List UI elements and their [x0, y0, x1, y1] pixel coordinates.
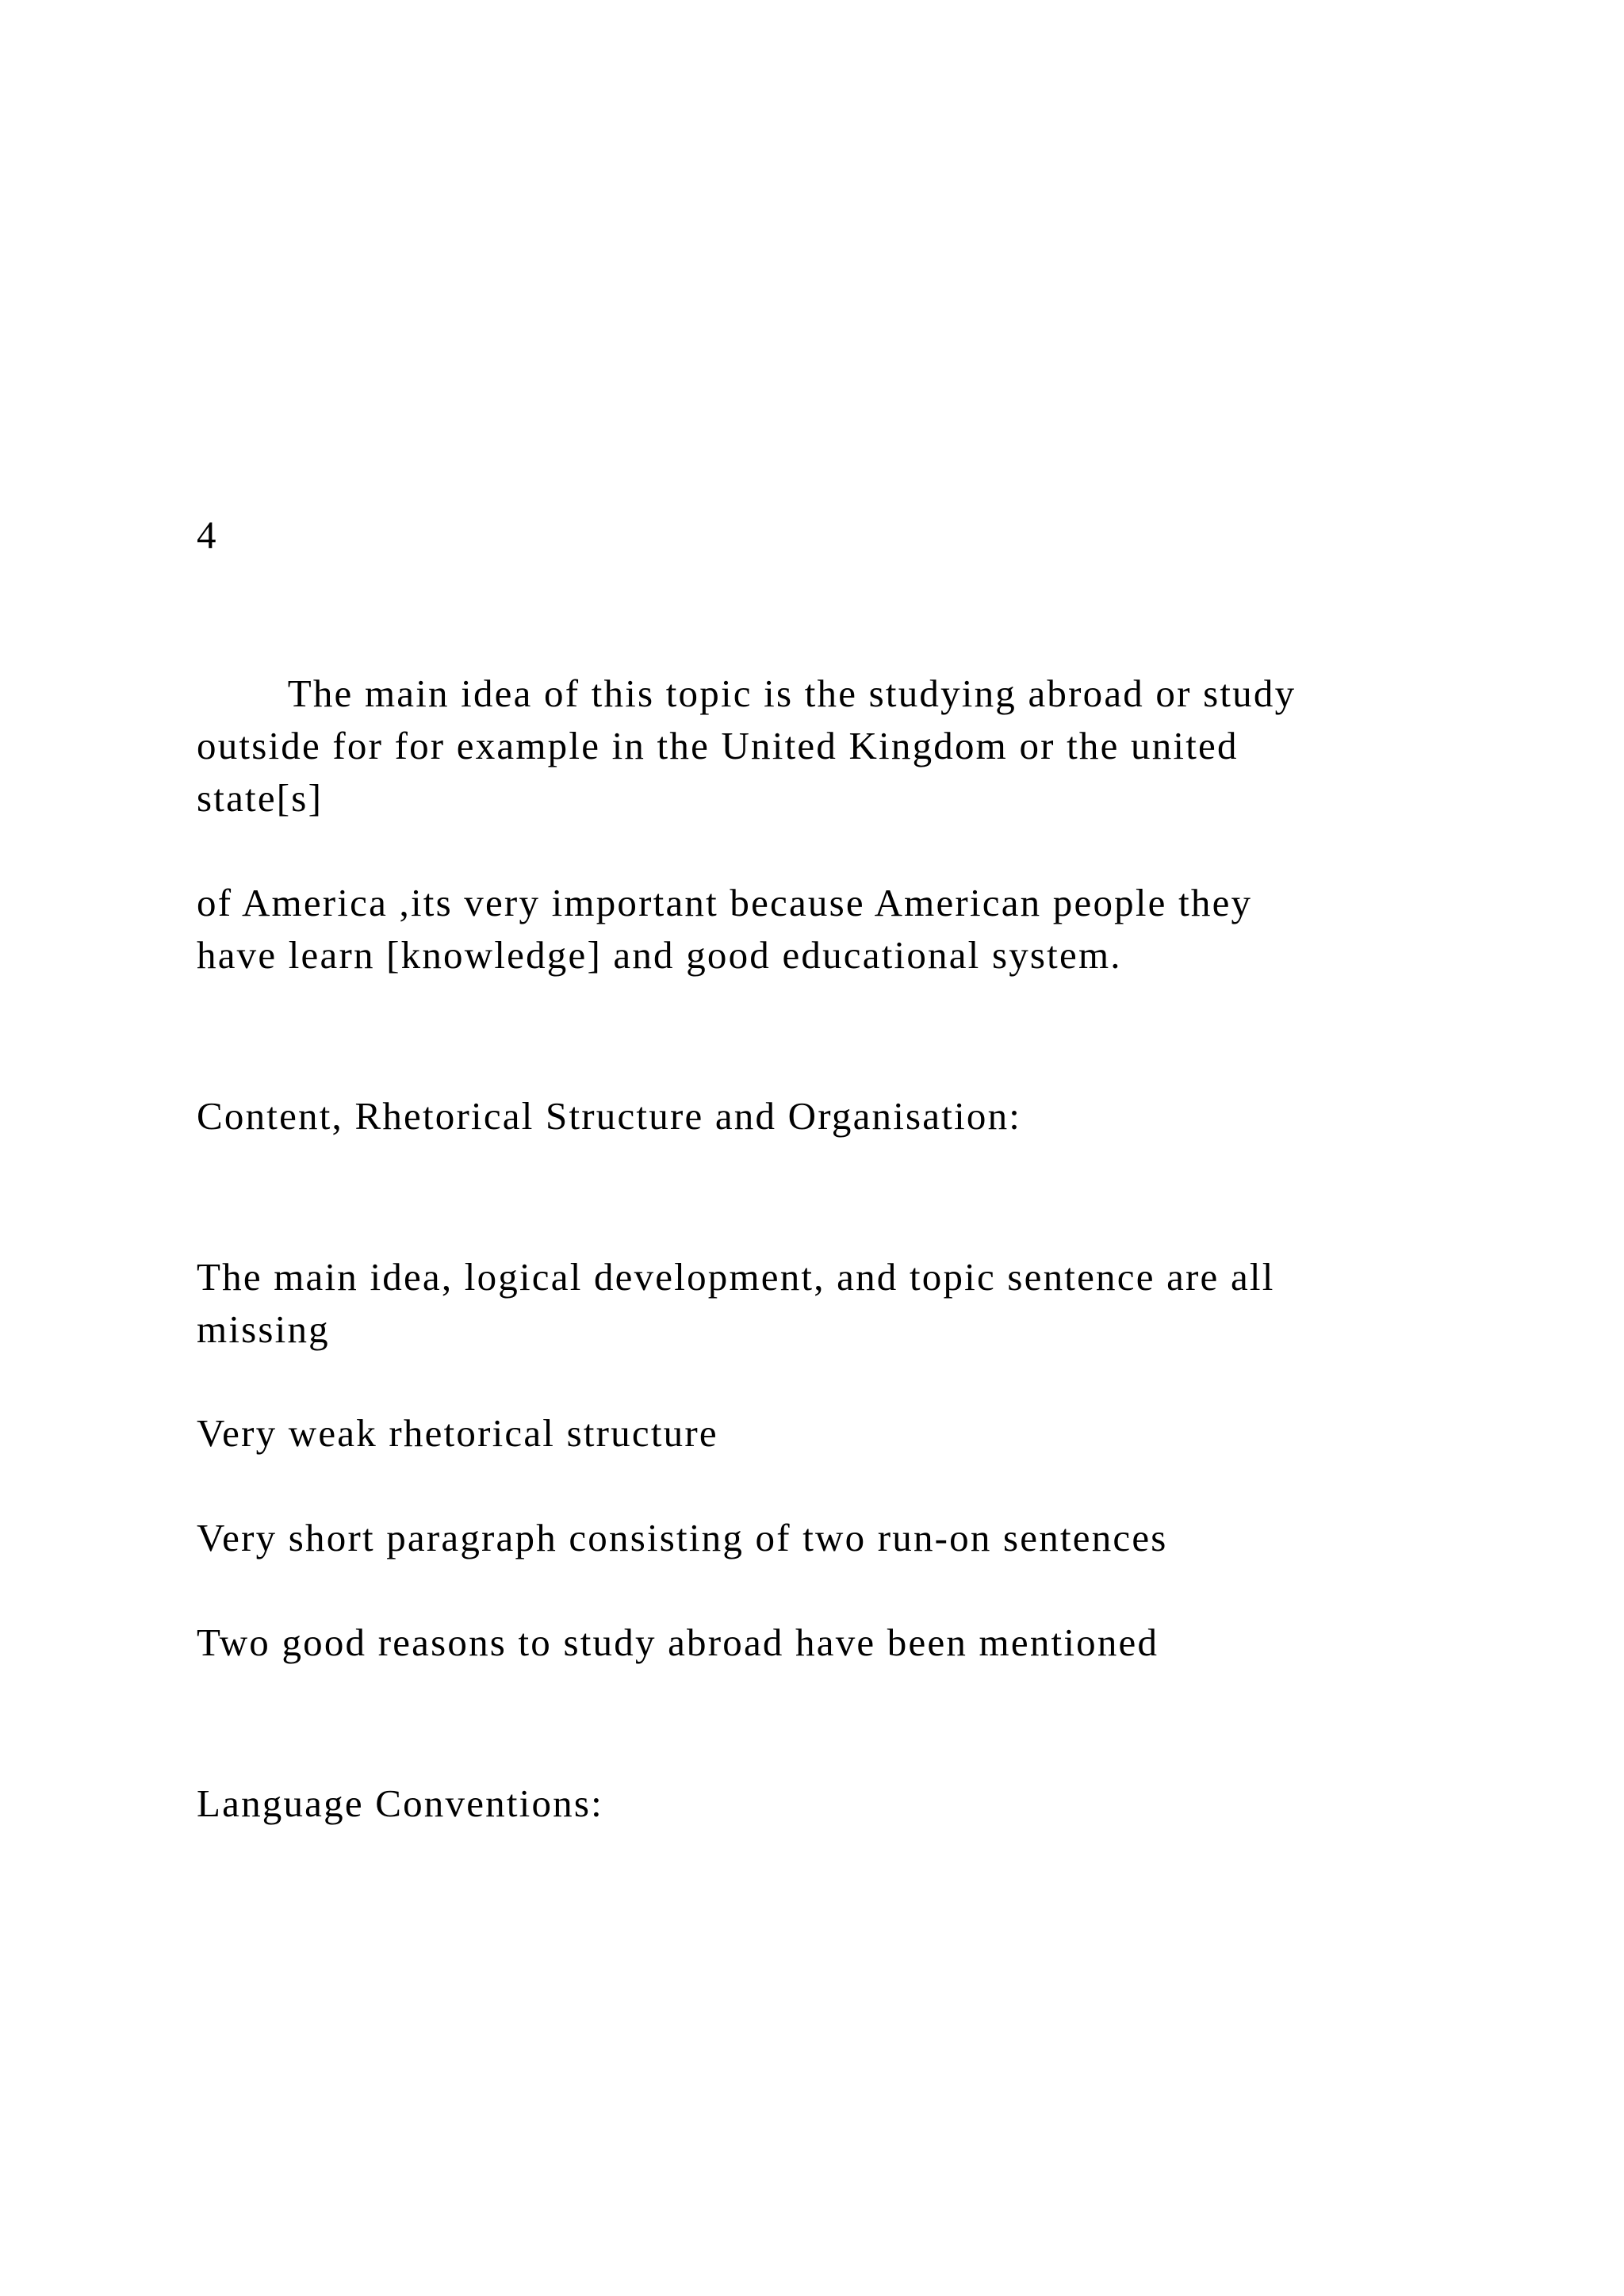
- feedback-comment: Very weak rhetorical structure: [197, 1411, 718, 1455]
- section-heading-language: Language Conventions:: [197, 1781, 603, 1825]
- feedback-comment: missing: [197, 1307, 330, 1351]
- essay-line: state[s]: [197, 776, 324, 820]
- essay-line: of America ,its very important because American people they: [197, 881, 1253, 924]
- page-number: 4: [197, 513, 218, 557]
- essay-line: have learn [knowledge] and good educational system.: [197, 933, 1122, 977]
- essay-line: outside for for example in the United Kingdom or the united: [197, 724, 1239, 767]
- essay-line: The main idea of this topic is the studying abroad or study: [197, 672, 1297, 715]
- feedback-comment: Very short paragraph consisting of two run-on sentences: [197, 1516, 1168, 1559]
- feedback-comment: The main idea, logical development, and topic sentence are all: [197, 1255, 1275, 1299]
- feedback-comment: Two good reasons to study abroad have been mentioned: [197, 1621, 1159, 1664]
- section-heading-content: Content, Rhetorical Structure and Organisation:: [197, 1094, 1022, 1138]
